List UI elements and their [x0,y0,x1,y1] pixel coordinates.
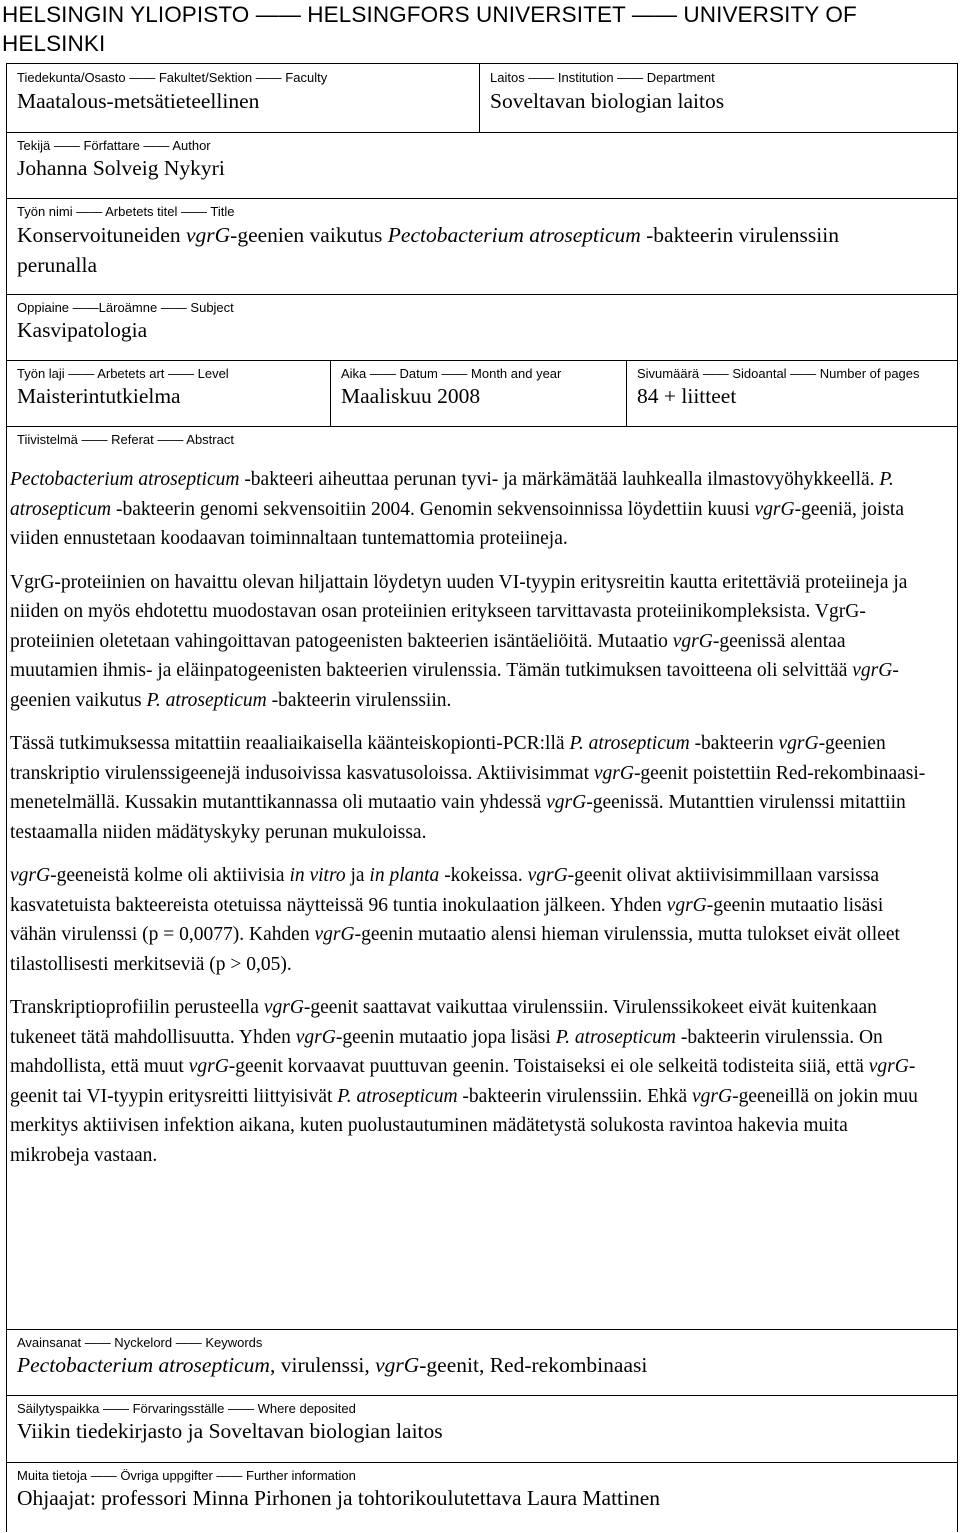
italic-term: vgrG [263,997,304,1018]
pages-value: 84 + liitteet [637,384,737,408]
italic-term: P. atrosepticum [337,1085,458,1107]
author-label: Tekijä —— Författare —— Author [17,138,211,153]
author-value: Johanna Solveig Nykyri [17,156,225,180]
abstract-paragraph: vgrG-geeneistä kolme oli aktiivisia in vitro ja in planta -kokeissa. vgrG-geenit olivat aktiivisimmillaan varsissa kasvatetuista bakteereista otetuissa näytteissä 96 tuntia inokulaation jälkeen. Yhden vgrG-geenin mutaatio lisäsi vähän virulenssi (p = 0,0077). Kahden vgrG-geenin mutaatio alensi hieman virulenssia, mutta tulokset eivät olleet tilastollisesti merkitseviä (p > 0,05). [10,865,900,975]
date-field [330,360,626,426]
university-name: HELSINGIN YLIOPISTO —— HELSINGFORS UNIVERSITET —— UNIVERSITY OF HELSINKI [2,2,857,56]
keywords-value: Pectobacterium atrosepticum, virulenssi, vgrG-geenit, Red-rekombinaasi [17,1353,648,1377]
abstract-paragraph: Transkriptioprofiilin perusteella vgrG-geenit saattavat vaikuttaa virulenssiin. Virulenssikokeet eivät kuitenkaan tukeneet tätä mahdollisuutta. Yhden vgrG-geenin mutaatio jopa lisäsi P. atrosepticum -bakteerin virulenssia. On mahdollista, että muut vgrG-geenit korvaavat puuttuvan geenin. Toistaiseksi ei ole selkeitä todisteita siiä, että vgrG-geenit tai VI-tyypin eritysreitti liittyisivät P. atrosepticum -bakteerin virulenssiin. Ehkä vgrG-geeneillä on jokin muu merkitys aktiivisen infektion aikana, kuten puolustautuminen mädätetystä solukosta ravintoa hakevia muita mikrobeja vastaan. [10,997,918,1166]
level-value: Maisterintutkielma [17,384,181,408]
level-label: Työn laji —— Arbetets art —— Level [17,366,229,381]
further-info-value: Ohjaajat: professori Minna Pirhonen ja tohtorikoulutettava Laura Mattinen [17,1486,661,1510]
italic-term: P. atrosepticum [569,733,690,754]
department-value: Soveltavan biologian laitos [490,89,725,113]
abstract-paragraph: Tässä tutkimuksessa mitattiin reaaliaikaisella käänteiskopionti-PCR:llä P. atrosepticum -bakteerin vgrG-geenien transkriptio virulenssigeenejä indusoivissa kasvatusoloissa. Aktiivisimmat vgrG-geenit poistettiin Red-rekombinaasi-menetelmällä. Kussakin mutanttikannassa oli mutaatio vain yhdessä vgrG-geenissä. Mutanttien virulenssi mitattiin testaamalla niiden mädätyskyky perunan mukuloissa. [10,733,926,843]
italic-term: vgrG [375,1353,420,1377]
italic-term: P. atrosepticum [555,1026,676,1048]
title-field [7,198,957,294]
level-field [7,360,330,426]
title-value: Konservoituneiden vgrG-geenien vaikutus Pectobacterium atrosepticum -bakteerin virulenssiin perunalla [17,223,839,277]
keywords-label: Avainsanat —— Nyckelord —— Keywords [17,1335,263,1350]
date-label: Aika —— Datum —— Month and year [341,366,562,381]
deposited-field [7,1395,957,1462]
italic-term: in vitro [289,865,346,886]
further-info-field [7,1462,957,1533]
abstract-paragraph: Pectobacterium atrosepticum -bakteeri aiheuttaa perunan tyvi- ja märkämätää lauhkealla ilmastovyöhykkeellä. P. atrosepticum -bakteerin genomi sekvensoitiin 2004. Genomin sekvensoinnissa löydettiin kuusi vgrG-geeniä, joista viiden ennustetaan koodaavan toiminnaltaan tuntemattomia proteiineja. [10,469,904,549]
italic-term: vgrG [852,660,893,681]
abstract-label: Tiivistelmä —— Referat —— Abstract [17,432,234,447]
italic-term: Pectobacterium atrosepticum [387,223,641,247]
italic-term: vgrG [754,498,795,520]
abstract-text [10,465,930,1184]
faculty-field [7,64,479,132]
italic-term: vgrG [185,223,231,247]
italic-term: vgrG [527,865,568,886]
department-field [479,64,957,132]
subject-value: Kasvipatologia [17,318,148,342]
italic-term: Pectobacterium atrosepticum [17,1353,270,1377]
italic-term: vgrG [295,1026,336,1048]
date-value: Maaliskuu 2008 [341,384,481,408]
pages-field [626,360,957,426]
department-label: Laitos —— Institution —— Department [490,70,715,85]
pages-label: Sivumäärä —— Sidoantal —— Number of pages [637,366,920,381]
italic-term: vgrG [546,792,587,813]
abstract-paragraph: VgrG-proteiinien on havaittu olevan hiljattain löydetyn uuden VI-tyypin eritysreitin kautta eritettäviä proteiineja ja niiden on myös ehdotettu muodostavan osan proteiinien eritykseen tarvittavasta proteiinikompleksista. VgrG-proteiinien oletetaan vahingoittavan patogeenisten bakteerien isäntäeliöitä. Mutaatio vgrG-geenissä alentaa muutamien ihmis- ja eläinpatogeenisten bakteerien virulenssia. Tämän tutkimuksen tavoitteena oli selvittää vgrG-geenien vaikutus P. atrosepticum -bakteerin virulenssiin. [10,571,908,711]
italic-term: vgrG [10,865,51,886]
deposited-label: Säilytyspaikka —— Förvaringsställe —— Where deposited [17,1401,356,1416]
deposited-value: Viikin tiedekirjasto ja Soveltavan biologian laitos [17,1419,443,1443]
italic-term: vgrG [593,762,634,784]
subject-field [7,294,957,360]
author-field [7,132,957,198]
faculty-value: Maatalous-metsätieteellinen [17,89,260,113]
title-label: Työn nimi —— Arbetets titel —— Title [17,204,235,219]
italic-term: vgrG [868,1056,909,1077]
further-info-label: Muita tietoja —— Övriga uppgifter —— Further information [17,1468,356,1483]
faculty-label: Tiedekunta/Osasto —— Fakultet/Sektion —— Faculty [17,70,328,85]
italic-term: vgrG [188,1056,229,1077]
italic-term: vgrG [666,894,707,916]
italic-term: in planta [369,865,440,886]
italic-term: vgrG [692,1085,733,1107]
italic-term: Pectobacterium atrosepticum [10,469,240,490]
italic-term: P. atrosepticum [10,469,894,520]
italic-term: P. atrosepticum [146,689,267,711]
italic-term: vgrG [778,733,819,754]
italic-term: vgrG [672,630,713,652]
italic-term: vgrG [314,924,355,945]
subject-label: Oppiaine ——Läroämne —— Subject [17,300,234,315]
keywords-field [7,1329,957,1395]
